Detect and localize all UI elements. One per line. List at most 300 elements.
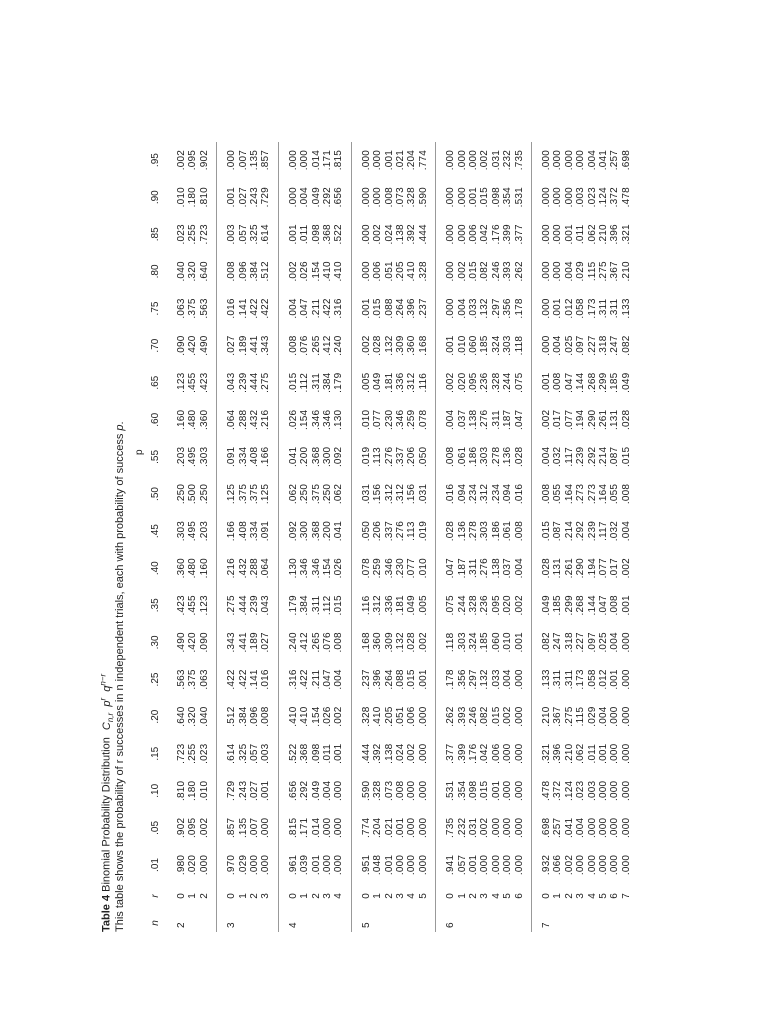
probability-cell: .210 bbox=[563, 743, 575, 764]
probability-cell: .008 bbox=[620, 483, 632, 505]
probability-cell: .050 bbox=[360, 520, 372, 542]
probability-cell: .004 bbox=[620, 520, 632, 542]
probability-cell: .004 bbox=[456, 298, 468, 319]
probability-cell: .164 bbox=[563, 483, 575, 505]
probability-cell: .000 bbox=[299, 149, 311, 171]
probability-cell: .384 bbox=[248, 261, 260, 282]
header-p-13: .65 bbox=[150, 375, 161, 390]
probability-cell: .300 bbox=[299, 520, 311, 542]
probability-cell: .124 bbox=[598, 187, 609, 208]
probability-cell: .247 bbox=[552, 632, 564, 653]
probability-cell: .001 bbox=[467, 854, 479, 876]
probability-cell: .328 bbox=[406, 187, 418, 208]
r-value: 0 bbox=[360, 893, 372, 899]
probability-cell: .000 bbox=[541, 335, 552, 356]
probability-cell: .138 bbox=[467, 409, 479, 430]
probability-cell: .001 bbox=[260, 780, 272, 801]
r-value: 4 bbox=[586, 893, 598, 899]
probability-cell: .214 bbox=[598, 446, 609, 468]
group-separator bbox=[531, 142, 532, 932]
formula bbox=[98, 673, 115, 731]
probability-cell: .000 bbox=[609, 706, 621, 727]
probability-cell: .412 bbox=[321, 335, 333, 356]
probability-cell: .000 bbox=[598, 854, 609, 876]
probability-cell: .360 bbox=[176, 558, 187, 579]
probability-cell: .015 bbox=[333, 595, 345, 616]
probability-cell: .309 bbox=[394, 335, 406, 356]
probability-cell: .181 bbox=[383, 372, 395, 393]
probability-cell: .522 bbox=[287, 743, 299, 764]
probability-cell: .061 bbox=[502, 520, 514, 542]
p-axis-label: p bbox=[134, 449, 145, 455]
probability-cell: .098 bbox=[490, 187, 502, 208]
probability-cell: .000 bbox=[586, 817, 598, 839]
probability-cell: .027 bbox=[237, 187, 249, 208]
probability-cell: .115 bbox=[575, 706, 587, 727]
probability-cell: .057 bbox=[456, 854, 468, 876]
probability-cell: .000 bbox=[620, 632, 632, 653]
probability-cell: .160 bbox=[176, 409, 187, 430]
probability-cell: .000 bbox=[360, 261, 372, 282]
probability-cell: .008 bbox=[513, 520, 525, 542]
probability-cell: .250 bbox=[321, 483, 333, 505]
probability-cell: .236 bbox=[479, 595, 491, 616]
probability-cell: .244 bbox=[502, 372, 514, 393]
probability-cell: .001 bbox=[541, 372, 552, 393]
probability-cell: .237 bbox=[417, 298, 429, 319]
probability-cell: .136 bbox=[456, 520, 468, 542]
probability-cell: .311 bbox=[310, 372, 322, 393]
probability-cell: .020 bbox=[187, 854, 199, 876]
probability-cell: .010 bbox=[176, 187, 187, 208]
probability-cell: .239 bbox=[248, 595, 260, 616]
probability-cell: .250 bbox=[198, 483, 210, 505]
probability-cell: .073 bbox=[383, 780, 395, 801]
probability-cell: .480 bbox=[187, 409, 199, 430]
probability-cell: .095 bbox=[467, 372, 479, 393]
table-number: Table 4 bbox=[100, 894, 113, 932]
probability-cell: .410 bbox=[321, 261, 333, 282]
probability-cell: .004 bbox=[541, 446, 552, 468]
probability-cell: .262 bbox=[445, 706, 457, 727]
probability-cell: .268 bbox=[575, 595, 587, 616]
probability-cell: .000 bbox=[552, 224, 564, 245]
probability-cell: .000 bbox=[394, 854, 406, 876]
probability-cell: .399 bbox=[502, 224, 514, 245]
r-value: 3 bbox=[260, 893, 272, 899]
probability-cell: .002 bbox=[620, 558, 632, 579]
probability-cell: .324 bbox=[490, 335, 502, 356]
probability-cell: .410 bbox=[299, 706, 311, 727]
probability-cell: .495 bbox=[187, 446, 199, 468]
probability-cell: .010 bbox=[502, 632, 514, 653]
probability-cell: .243 bbox=[237, 780, 249, 801]
r-value: 2 bbox=[383, 893, 395, 899]
probability-cell: .356 bbox=[456, 669, 468, 690]
probability-cell: .000 bbox=[260, 817, 272, 839]
probability-cell: .259 bbox=[372, 558, 384, 579]
r-value: 1 bbox=[372, 893, 384, 899]
probability-cell: .614 bbox=[260, 224, 272, 245]
probability-cell: .328 bbox=[467, 595, 479, 616]
probability-cell: .000 bbox=[445, 298, 457, 319]
probability-cell: .325 bbox=[237, 743, 249, 764]
probability-cell: .047 bbox=[513, 409, 525, 430]
probability-cell: .000 bbox=[360, 187, 372, 208]
probability-cell: .021 bbox=[383, 817, 395, 839]
probability-cell: .181 bbox=[394, 595, 406, 616]
probability-cell: .016 bbox=[260, 669, 272, 690]
probability-cell: .049 bbox=[406, 595, 418, 616]
group-separator bbox=[278, 142, 279, 932]
probability-cell: .047 bbox=[299, 298, 311, 319]
probability-cell: .392 bbox=[406, 224, 418, 245]
probability-cell: .290 bbox=[586, 409, 598, 430]
probability-cell: .318 bbox=[563, 632, 575, 653]
probability-cell: .303 bbox=[176, 520, 187, 542]
probability-cell: .000 bbox=[198, 854, 210, 876]
probability-cell: .138 bbox=[383, 743, 395, 764]
probability-cell: .000 bbox=[333, 780, 345, 801]
probability-cell: .092 bbox=[333, 446, 345, 468]
probability-cell: .026 bbox=[321, 706, 333, 727]
probability-cell: .455 bbox=[187, 372, 199, 393]
probability-cell: .115 bbox=[586, 261, 598, 282]
probability-cell: .008 bbox=[383, 187, 395, 208]
header-p-1: .05 bbox=[150, 820, 161, 835]
probability-cell: .000 bbox=[287, 187, 299, 208]
probability-cell: .031 bbox=[467, 817, 479, 839]
probability-cell: .346 bbox=[394, 409, 406, 430]
probability-cell: .008 bbox=[552, 372, 564, 393]
n-value: 2 bbox=[176, 922, 187, 928]
probability-cell: .343 bbox=[260, 335, 272, 356]
probability-cell: .815 bbox=[333, 149, 345, 171]
probability-cell: .002 bbox=[417, 632, 429, 653]
probability-cell: .000 bbox=[513, 743, 525, 764]
probability-cell: .656 bbox=[287, 780, 299, 801]
probability-cell: .423 bbox=[198, 372, 210, 393]
probability-cell: .698 bbox=[620, 149, 632, 171]
probability-cell: .026 bbox=[333, 558, 345, 579]
r-value: 2 bbox=[563, 893, 575, 899]
probability-cell: .078 bbox=[360, 558, 372, 579]
probability-cell: .049 bbox=[310, 187, 322, 208]
probability-cell: .239 bbox=[237, 372, 249, 393]
probability-cell: .026 bbox=[299, 261, 311, 282]
probability-cell: .346 bbox=[383, 558, 395, 579]
probability-cell: .312 bbox=[479, 483, 491, 505]
probability-cell: .138 bbox=[394, 224, 406, 245]
probability-cell: .247 bbox=[609, 335, 621, 356]
probability-cell: .141 bbox=[237, 298, 249, 319]
probability-cell: .092 bbox=[287, 520, 299, 542]
probability-cell: .723 bbox=[198, 224, 210, 245]
probability-cell: .091 bbox=[226, 446, 238, 468]
probability-cell: .311 bbox=[609, 298, 621, 319]
probability-cell: .205 bbox=[394, 261, 406, 282]
probability-cell: .000 bbox=[620, 817, 632, 839]
probability-cell: .006 bbox=[467, 224, 479, 245]
probability-cell: .698 bbox=[541, 817, 552, 839]
probability-cell: .264 bbox=[394, 298, 406, 319]
probability-cell: .003 bbox=[260, 743, 272, 764]
probability-cell: .312 bbox=[383, 483, 395, 505]
probability-cell: .902 bbox=[176, 817, 187, 839]
probability-cell: .001 bbox=[417, 669, 429, 690]
probability-cell: .311 bbox=[310, 595, 322, 616]
probability-cell: .265 bbox=[310, 632, 322, 653]
probability-cell: .004 bbox=[575, 817, 587, 839]
probability-cell: .180 bbox=[187, 187, 199, 208]
probability-cell: .016 bbox=[226, 298, 238, 319]
probability-cell: .297 bbox=[490, 298, 502, 319]
probability-cell: .375 bbox=[310, 483, 322, 505]
probability-cell: .082 bbox=[541, 632, 552, 653]
r-value: 2 bbox=[310, 893, 322, 899]
probability-cell: .166 bbox=[226, 520, 238, 542]
formula-c: C bbox=[100, 722, 113, 731]
probability-cell: .007 bbox=[237, 149, 249, 171]
probability-cell: .257 bbox=[552, 817, 564, 839]
probability-cell: .000 bbox=[456, 224, 468, 245]
r-value: 0 bbox=[287, 893, 299, 899]
probability-cell: .135 bbox=[237, 817, 249, 839]
probability-cell: .028 bbox=[620, 409, 632, 430]
probability-cell: .321 bbox=[620, 224, 632, 245]
probability-cell: .189 bbox=[248, 632, 260, 653]
probability-cell: .000 bbox=[445, 224, 457, 245]
probability-cell: .311 bbox=[598, 298, 609, 319]
r-value: 1 bbox=[299, 893, 311, 899]
probability-cell: .008 bbox=[260, 706, 272, 727]
probability-cell: .118 bbox=[445, 632, 457, 653]
probability-cell: .001 bbox=[552, 298, 564, 319]
probability-cell: .001 bbox=[620, 595, 632, 616]
header-p-18: .90 bbox=[150, 190, 161, 205]
probability-cell: .011 bbox=[586, 743, 598, 764]
probability-cell: .028 bbox=[372, 335, 384, 356]
probability-cell: .857 bbox=[260, 149, 272, 171]
table-title-text: Binomial Probability Distribution bbox=[100, 737, 113, 892]
probability-cell: .002 bbox=[406, 743, 418, 764]
probability-cell: .360 bbox=[198, 409, 210, 430]
r-value: 0 bbox=[176, 893, 187, 899]
probability-cell: .368 bbox=[321, 224, 333, 245]
probability-cell: .204 bbox=[372, 817, 384, 839]
probability-cell: .000 bbox=[552, 149, 564, 171]
probability-cell: .490 bbox=[198, 335, 210, 356]
probability-cell: .176 bbox=[490, 224, 502, 245]
group-separator bbox=[216, 142, 217, 932]
probability-cell: .049 bbox=[310, 780, 322, 801]
probability-cell: .000 bbox=[563, 187, 575, 208]
probability-cell: .275 bbox=[260, 372, 272, 393]
probability-cell: .016 bbox=[445, 483, 457, 505]
probability-cell: .156 bbox=[406, 483, 418, 505]
r-value: 3 bbox=[321, 893, 333, 899]
probability-cell: .278 bbox=[467, 520, 479, 542]
probability-cell: .237 bbox=[360, 669, 372, 690]
probability-cell: .023 bbox=[586, 187, 598, 208]
probability-cell: .512 bbox=[226, 706, 238, 727]
probability-cell: .077 bbox=[563, 409, 575, 430]
probability-cell: .001 bbox=[563, 224, 575, 245]
probability-cell: .000 bbox=[372, 149, 384, 171]
probability-cell: .032 bbox=[609, 520, 621, 542]
probability-cell: .278 bbox=[490, 446, 502, 468]
probability-cell: .112 bbox=[321, 595, 333, 616]
probability-cell: .512 bbox=[260, 261, 272, 282]
probability-cell: .057 bbox=[248, 743, 260, 764]
probability-cell: .210 bbox=[598, 224, 609, 245]
probability-cell: .180 bbox=[187, 780, 199, 801]
probability-cell: .058 bbox=[575, 298, 587, 319]
probability-cell: .063 bbox=[176, 298, 187, 319]
header-p-8: .40 bbox=[150, 561, 161, 576]
probability-cell: .399 bbox=[456, 743, 468, 764]
probability-cell: .008 bbox=[541, 483, 552, 505]
probability-cell: .019 bbox=[360, 446, 372, 468]
probability-cell: .275 bbox=[563, 706, 575, 727]
probability-cell: .116 bbox=[417, 372, 429, 393]
probability-cell: .227 bbox=[586, 335, 598, 356]
formula-q: q bbox=[100, 685, 113, 692]
probability-cell: .292 bbox=[586, 446, 598, 468]
header-p-3: .15 bbox=[150, 746, 161, 761]
group-separator bbox=[351, 142, 352, 932]
probability-cell: .774 bbox=[360, 817, 372, 839]
probability-cell: .027 bbox=[260, 632, 272, 653]
probability-cell: .000 bbox=[467, 149, 479, 171]
probability-cell: .375 bbox=[187, 298, 199, 319]
formula-c-sub: n,r bbox=[105, 712, 115, 723]
probability-cell: .810 bbox=[176, 780, 187, 801]
probability-cell: .000 bbox=[502, 817, 514, 839]
probability-cell: .311 bbox=[467, 558, 479, 578]
probability-cell: .004 bbox=[287, 298, 299, 319]
probability-cell: .006 bbox=[372, 261, 384, 282]
probability-cell: .028 bbox=[541, 558, 552, 579]
probability-cell: .168 bbox=[417, 335, 429, 356]
probability-cell: .006 bbox=[490, 743, 502, 764]
probability-cell: .178 bbox=[513, 298, 525, 319]
probability-cell: .000 bbox=[598, 780, 609, 801]
probability-cell: .130 bbox=[287, 558, 299, 579]
rotated-page bbox=[96, 62, 736, 932]
probability-cell: .002 bbox=[479, 149, 491, 171]
probability-cell: .234 bbox=[467, 483, 479, 505]
probability-cell: .047 bbox=[598, 595, 609, 616]
probability-cell: .095 bbox=[187, 149, 199, 171]
probability-cell: .328 bbox=[490, 372, 502, 393]
probability-cell: .098 bbox=[310, 224, 322, 245]
probability-cell: .455 bbox=[187, 595, 199, 616]
probability-cell: .324 bbox=[467, 632, 479, 653]
probability-cell: .011 bbox=[299, 224, 311, 245]
probability-cell: .000 bbox=[513, 780, 525, 801]
probability-cell: .000 bbox=[609, 817, 621, 839]
probability-cell: .346 bbox=[321, 409, 333, 430]
header-p-7: .35 bbox=[150, 598, 161, 613]
probability-cell: .087 bbox=[609, 446, 621, 468]
probability-cell: .029 bbox=[575, 261, 587, 282]
probability-cell: .064 bbox=[226, 409, 238, 430]
probability-cell: .774 bbox=[417, 149, 429, 171]
probability-cell: .047 bbox=[321, 669, 333, 690]
probability-cell: .002 bbox=[360, 335, 372, 356]
probability-cell: .000 bbox=[445, 149, 457, 171]
probability-cell: .094 bbox=[456, 483, 468, 505]
probability-cell: .076 bbox=[321, 632, 333, 653]
probability-cell: .735 bbox=[445, 817, 457, 839]
probability-cell: .230 bbox=[383, 409, 395, 430]
probability-cell: .062 bbox=[287, 483, 299, 505]
probability-cell: .185 bbox=[479, 632, 491, 653]
probability-cell: .276 bbox=[383, 446, 395, 468]
probability-cell: .396 bbox=[372, 669, 384, 690]
probability-cell: .000 bbox=[541, 224, 552, 245]
probability-cell: .000 bbox=[372, 187, 384, 208]
r-value: 1 bbox=[456, 893, 468, 899]
probability-cell: .337 bbox=[394, 446, 406, 468]
probability-cell: .133 bbox=[620, 298, 632, 319]
header-p-15: .75 bbox=[150, 301, 161, 316]
probability-cell: .300 bbox=[321, 446, 333, 468]
probability-cell: .135 bbox=[248, 149, 260, 171]
probability-cell: .015 bbox=[406, 669, 418, 690]
probability-cell: .640 bbox=[176, 706, 187, 727]
probability-cell: .309 bbox=[383, 632, 395, 653]
probability-cell: .025 bbox=[598, 632, 609, 653]
probability-cell: .015 bbox=[479, 187, 491, 208]
table-subtitle bbox=[114, 421, 126, 932]
probability-cell: .216 bbox=[226, 558, 238, 579]
probability-cell: .077 bbox=[406, 558, 418, 579]
probability-cell: .047 bbox=[563, 372, 575, 393]
probability-cell: .441 bbox=[237, 632, 249, 653]
probability-cell: .244 bbox=[456, 595, 468, 616]
probability-cell: .087 bbox=[552, 520, 564, 542]
probability-cell: .368 bbox=[299, 743, 311, 764]
probability-cell: .328 bbox=[360, 706, 372, 727]
probability-cell: .138 bbox=[490, 558, 502, 579]
probability-cell: .343 bbox=[226, 632, 238, 653]
r-value: 5 bbox=[417, 893, 429, 899]
probability-cell: .098 bbox=[467, 780, 479, 801]
probability-cell: .200 bbox=[321, 520, 333, 542]
header-r: r bbox=[150, 894, 161, 898]
probability-cell: .189 bbox=[237, 335, 249, 356]
probability-cell: .049 bbox=[372, 372, 384, 393]
probability-cell: .094 bbox=[502, 483, 514, 505]
probability-cell: .010 bbox=[417, 558, 429, 579]
probability-cell: .078 bbox=[417, 409, 429, 430]
probability-cell: .303 bbox=[502, 335, 514, 356]
probability-cell: .444 bbox=[237, 595, 249, 616]
probability-cell: .023 bbox=[176, 224, 187, 245]
probability-cell: .097 bbox=[575, 335, 587, 356]
probability-cell: .015 bbox=[541, 520, 552, 542]
probability-cell: .000 bbox=[620, 743, 632, 764]
probability-cell: .012 bbox=[563, 298, 575, 319]
probability-cell: .047 bbox=[445, 558, 457, 579]
probability-cell: .004 bbox=[445, 409, 457, 430]
probability-cell: .194 bbox=[575, 409, 587, 430]
header-p-9: .45 bbox=[150, 524, 161, 539]
probability-cell: .328 bbox=[372, 780, 384, 801]
probability-cell: .480 bbox=[187, 558, 199, 579]
